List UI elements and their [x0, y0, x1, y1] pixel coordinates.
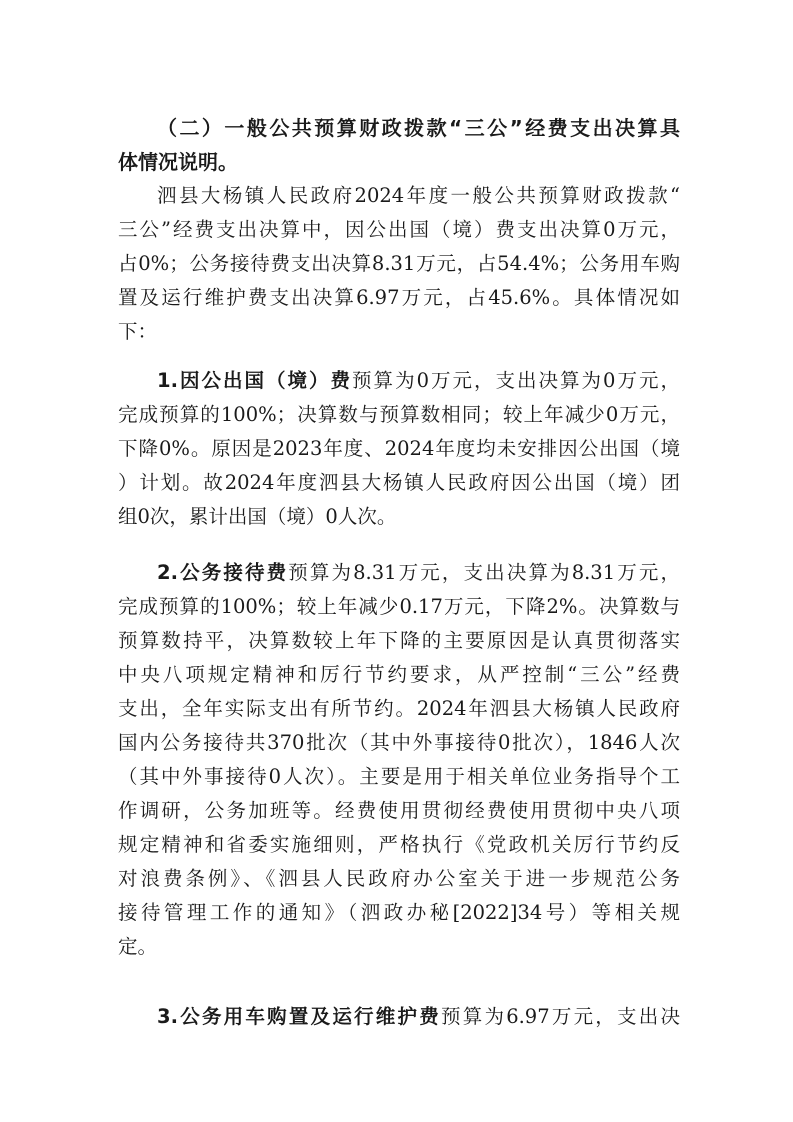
- item1-line-3: 下降0%。原因是2023年度、2024年度均未安排因公出国（境: [118, 437, 680, 460]
- section-heading-line-2: 体情况说明。: [118, 150, 238, 174]
- item3-title: 3.公务用车购置及运行维护费: [157, 1005, 441, 1028]
- intro-line-1: 泗县大杨镇人民政府2024年度一般公共预算财政拨款“: [157, 184, 680, 207]
- item1-line-4: ）计划。故2024年度泗县大杨镇人民政府因公出国（境）团: [118, 471, 680, 494]
- item2-line-10: 对浪费条例》、《泗县人民政府办公室关于进一步规范公务: [118, 867, 680, 890]
- item2-line-1: [157, 556, 680, 590]
- item2-line-1-text: 预算为8.31万元，支出决算为8.31万元，: [288, 561, 680, 584]
- intro-line-4: 置及运行维护费支出决算6.97万元，占45.6%。具体情况如: [118, 286, 680, 309]
- item3-line-1-text: 预算为6.97万元，支出决: [441, 1005, 680, 1028]
- item2-line-3: 预算数持平，决算数较上年下降的主要原因是认真贯彻落实: [118, 629, 680, 652]
- item1-line-5: 组0次，累计出国（境）0人次。: [118, 505, 397, 528]
- intro-line-3: 占0%；公务接待费支出决算8.31万元，占54.4%；公务用车购: [118, 252, 680, 275]
- item2-line-11: 接待管理工作的通知》（泗政办秘[2022]34号）等相关规: [118, 901, 680, 924]
- item3-line-1: [157, 1000, 680, 1034]
- item1-title: 1.因公出国（境）费: [157, 369, 353, 392]
- item1-line-2: 完成预算的100%；决算数与预算数相同；较上年减少0万元，: [118, 403, 680, 426]
- item2-line-12: 定。: [118, 935, 158, 958]
- section-heading-line-1: （二）一般公共预算财政拨款“三公”经费支出决算具: [157, 116, 680, 140]
- item2-line-4: 中央八项规定精神和厉行节约要求，从严控制“三公”经费: [118, 663, 680, 686]
- item2-title: 2.公务接待费: [157, 561, 289, 584]
- item2-line-5: 支出，全年实际支出有所节约。2024年泗县大杨镇人民政府: [118, 697, 680, 720]
- intro-line-2: 三公”经费支出决算中，因公出国（境）费支出决算0万元，: [118, 218, 680, 241]
- item1-line-1-text: 预算为0万元，支出决算为0万元，: [352, 369, 680, 392]
- intro-line-5: 下：: [118, 320, 158, 343]
- item2-line-2: 完成预算的100%；较上年减少0.17万元，下降2%。决算数与: [118, 595, 680, 618]
- item1-line-1: [157, 364, 680, 398]
- item2-line-6: 国内公务接待共370批次（其中外事接待0批次），1846人次: [118, 731, 680, 754]
- item2-line-7: （其中外事接待0人次）。主要是用于相关单位业务指导个工: [118, 765, 680, 788]
- item2-line-9: 规定精神和省委实施细则，严格执行《党政机关厉行节约反: [118, 833, 680, 856]
- item2-line-8: 作调研，公务加班等。经费使用贯彻经费使用贯彻中央八项: [118, 799, 680, 822]
